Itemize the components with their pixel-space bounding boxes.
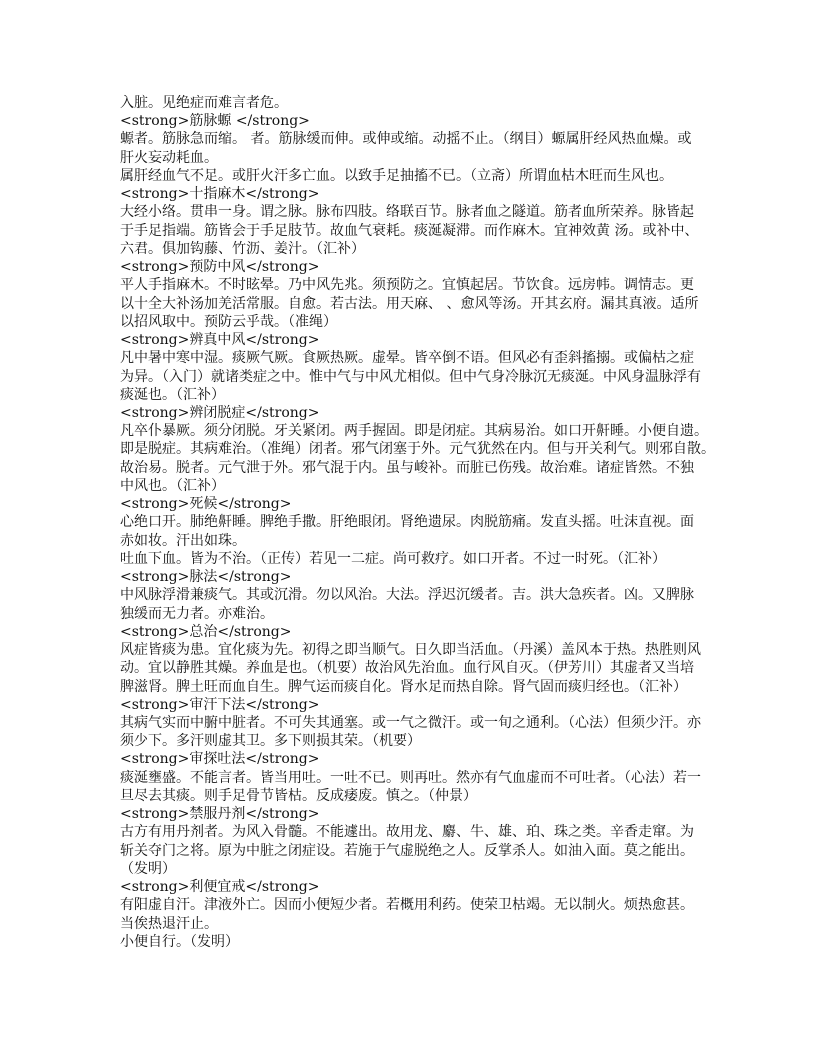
- text-line: 须少下。多汗则虚其卫。多下则损其荣。（机要）: [120, 733, 421, 750]
- text-line: 于手足指端。筋皆会于手足肢节。故血气衰耗。痰涎凝滞。而作麻木。宜神效黄 汤。或补中、: [120, 222, 699, 239]
- text-line: 即是脱症。其病难治。（准绳）闭者。邪气闭塞于外。元气犹然在内。但与开关利气。则邪自散。: [120, 441, 715, 458]
- text-line: 其病气实而中腑中脏者。不可失其通塞。或一气之微汗。或一旬之通利。（心法）但须少汗。亦: [120, 714, 701, 731]
- section-heading: <strong>死候</strong>: [120, 496, 292, 513]
- text-line: 心绝口开。肺绝鼾睡。脾绝手撒。肝绝眼闭。肾绝遗尿。肉脱筋痛。发直头摇。吐沫直视。面: [120, 514, 694, 531]
- text-line: 六君。俱加钩藤、竹沥、姜汁。（汇补）: [120, 240, 365, 257]
- text-line: 独缓而无力者。亦难治。: [120, 605, 274, 622]
- section-heading: <strong>辨闭脱症</strong>: [120, 404, 320, 421]
- text-line: 风症皆痰为患。宜化痰为先。初得之即当顺气。日久即当活血。（丹溪）盖风本于热。热胜则风: [120, 642, 701, 659]
- text-line: 中风也。（汇补）: [120, 477, 225, 494]
- text-line: 肝火妄动耗血。: [120, 149, 218, 166]
- text-line: 以招风取中。预防云乎哉。（准绳）: [120, 313, 337, 330]
- text-line: 斩关夺门之将。原为中脏之闭症设。若施于气虚脱绝之人。反掌杀人。如油入面。莫之能出。: [120, 842, 694, 859]
- document-body: [120, 94, 720, 951]
- section-heading: <strong>利便宜戒</strong>: [120, 879, 320, 896]
- text-line: （发明）: [120, 860, 176, 877]
- text-line: 有阳虚自汗。津液外亡。因而小便短少者。若概用利药。使荣卫枯竭。无以制火。烦热愈甚。: [120, 897, 694, 914]
- text-line: 痰涎壅盛。不能言者。皆当用吐。一吐不已。则再吐。然亦有气血虚而不可吐者。（心法）若一: [120, 769, 701, 786]
- text-line: 大经小络。贯串一身。谓之脉。脉布四肢。络联百节。脉者血之隧道。筋者血所荣养。脉皆起: [120, 204, 694, 221]
- text-line: 赤如妆。汗出如珠。: [120, 532, 246, 549]
- text-line: 中风脉浮滑兼痰气。其或沉滑。勿以风治。大法。浮迟沉缓者。吉。洪大急疾者。凶。又脾脉: [120, 587, 694, 604]
- text-line: 故治易。脱者。元气泄于外。邪气混于内。虽与峻补。而脏已伤残。故治难。诸症皆然。不独: [120, 459, 694, 476]
- text-line: 痰涎也。（汇补）: [120, 386, 225, 403]
- text-line: 凡中暑中寒中湿。痰厥气厥。食厥热厥。虚晕。皆卒倒不语。但风必有歪斜搐搦。或偏枯之症: [120, 350, 694, 367]
- section-heading: <strong>脉法</strong>: [120, 569, 292, 586]
- text-line: 动。宜以静胜其燥。养血是也。（机要）故治风先治血。血行风自灭。（伊芳川）其虚者又当培: [120, 660, 694, 677]
- text-line: 平人手指麻木。不时眩晕。乃中风先兆。须预防之。宜慎起居。节饮食。远房帏。调情志。更: [120, 277, 694, 294]
- section-heading: <strong>十指麻木</strong>: [120, 186, 320, 203]
- text-line: 入脏。见绝症而难言者危。: [120, 95, 288, 111]
- section-heading: <strong>禁服丹剂</strong>: [120, 806, 320, 823]
- text-line: 吐血下血。皆为不治。（正传）若见一二症。尚可救疗。如口开者。不过一时死。（汇补）: [120, 550, 666, 567]
- section-heading: <strong>审汗下法</strong>: [120, 696, 320, 713]
- text-line: 为异。（入门）就诸类症之中。惟中气与中风尤相似。但中气身冷脉沉无痰涎。中风身温脉浮有: [120, 368, 701, 385]
- section-heading: <strong>总治</strong>: [120, 623, 292, 640]
- text-line: 古方有用丹剂者。为风入骨髓。不能遽出。故用龙、麝、牛、雄、珀、珠之类。辛香走窜。为: [120, 824, 694, 841]
- text-line: 脾滋肾。脾土旺而血自生。脾气运而痰自化。肾水足而热自除。肾气固而痰归经也。（汇补）: [120, 678, 687, 695]
- text-line: 属肝经血气不足。或肝火汗多亡血。以致手足抽搐不已。（立斋）所谓血枯木旺而生风也。: [120, 167, 673, 184]
- section-heading: <strong>预防中风</strong>: [120, 259, 320, 276]
- text-line: 凡卒仆暴厥。须分闭脱。牙关紧闭。两手握固。即是闭症。其病易治。如口开鼾睡。小便自遗。: [120, 423, 708, 440]
- text-line: 螈者。筋脉急而缩。 者。筋脉缓而伸。或伸或缩。动摇不止。（纲目）螈属肝经风热血燥。或: [120, 131, 692, 148]
- text-line: 旦尽去其痰。则手足骨节皆枯。反成痿废。慎之。（仲景）: [120, 787, 477, 804]
- section-heading: <strong>筋脉螈 </strong>: [120, 113, 310, 130]
- section-heading: <strong>审探吐法</strong>: [120, 751, 320, 768]
- text-line: 当俟热退汗止。: [120, 915, 218, 932]
- text-line: 以十全大补汤加羌活常服。自愈。若古法。用天麻、 、愈风等汤。开其玄府。漏其真液。适所: [120, 295, 699, 312]
- section-heading: <strong>辨真中风</strong>: [120, 332, 320, 349]
- text-line: 小便自行。（发明）: [120, 933, 239, 950]
